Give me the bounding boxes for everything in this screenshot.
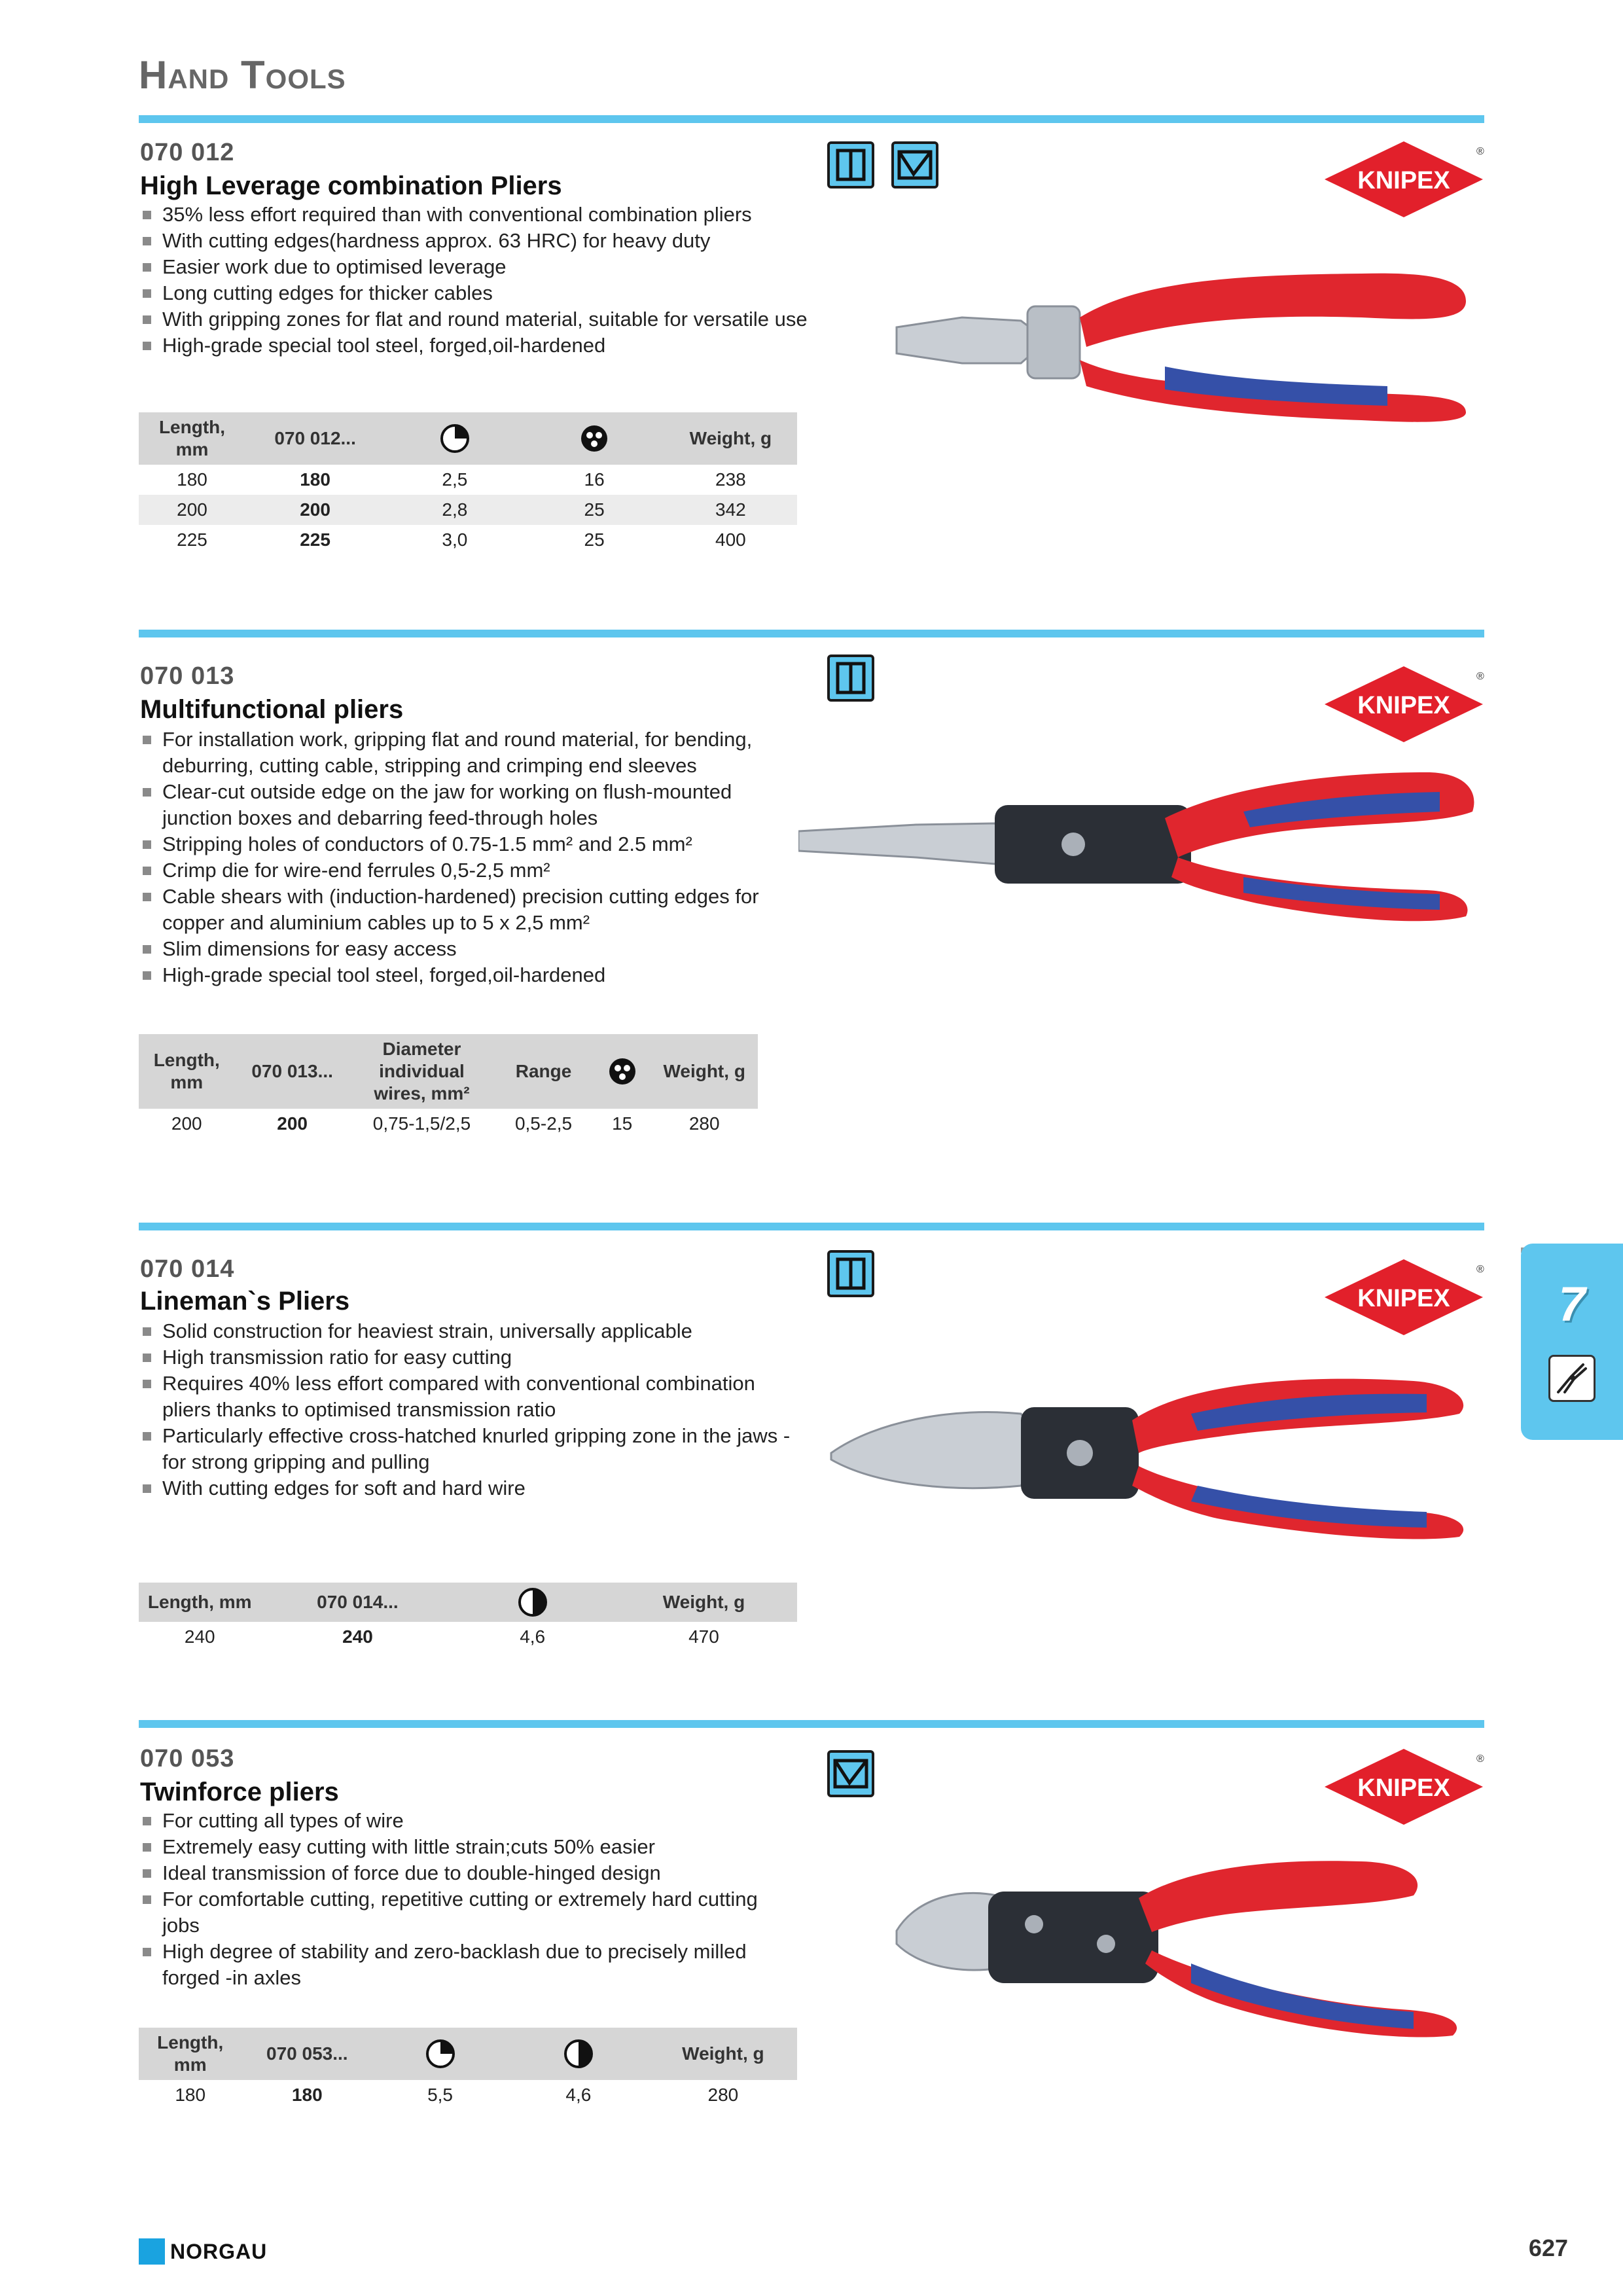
column-header — [508, 2028, 649, 2080]
feature-item: High degree of stability and zero-backlash due to precisely milled forged -in axles — [140, 1939, 794, 1991]
table-cell: 4,6 — [520, 1626, 546, 1647]
column-header: Length, mm — [139, 412, 245, 465]
spec-table — [139, 2028, 797, 2110]
knipex-logo — [1322, 1746, 1486, 1827]
section-divider — [139, 115, 1484, 123]
insulation-badge-icon — [827, 1250, 874, 1297]
feature-item: Clear-cut outside edge on the jaw for working on flush-mounted junction boxes and debarring feed-through holes — [140, 779, 801, 831]
table-cell: 225 — [300, 529, 330, 550]
column-header: Weight, g — [649, 2028, 797, 2080]
table-cell: 342 — [664, 495, 797, 525]
column-header: Weight, g — [611, 1583, 797, 1622]
linemans-pliers-image — [825, 1361, 1479, 1545]
column-header: Diameter individual wires, mm² — [350, 1034, 493, 1109]
feature-list — [140, 1318, 801, 1501]
footer-brand: NORGAU — [170, 2240, 268, 2263]
svg-text:KNIPEX: KNIPEX — [1357, 1285, 1450, 1312]
feature-item: Long cutting edges for thicker cables — [140, 280, 847, 306]
table-cell: 280 — [688, 1113, 720, 1134]
feature-item: Cable shears with (induction-hardened) precision cutting edges for copper and aluminium cables up to 5 x 2,5 mm² — [140, 884, 801, 936]
table-cell: 180 — [177, 469, 207, 490]
table-cell: 3,0 — [442, 529, 468, 550]
table-cell: 280 — [707, 2085, 739, 2105]
feature-item: Easier work due to optimised leverage — [140, 254, 847, 280]
hard-wire-icon — [579, 423, 610, 454]
spec-table — [139, 1583, 797, 1652]
section-divider — [139, 630, 1484, 637]
table-cell: 470 — [688, 1626, 719, 1647]
column-header: Range — [493, 1034, 594, 1109]
medium-wire-icon — [439, 423, 471, 454]
column-header: 070 012... — [245, 412, 385, 465]
feature-list — [140, 726, 801, 988]
product-name: Multifunctional pliers — [140, 695, 404, 724]
multifunctional-pliers-image — [798, 759, 1479, 929]
svg-text:®: ® — [1476, 146, 1484, 157]
feature-item: Stripping holes of conductors of 0.75-1.5 mm² and 2.5 mm² — [140, 831, 801, 857]
column-header — [385, 412, 524, 465]
table-cell: 200 — [139, 495, 245, 525]
feature-item: With cutting edges for soft and hard wire — [140, 1475, 801, 1501]
product-code: 070 053 — [140, 1745, 235, 1772]
column-header: 070 053... — [241, 2028, 372, 2080]
feature-item: For installation work, gripping flat and round material, for bending, deburring, cutting cable, stripping and crimping end sleeves — [140, 726, 801, 779]
table-cell: 0,5-2,5 — [514, 1113, 573, 1134]
combination-pliers-image — [890, 255, 1479, 425]
column-header: Length, mm — [139, 1583, 260, 1622]
table-cell: 16 — [584, 469, 605, 490]
feature-item: High-grade special tool steel, forged,oil-hardened — [140, 332, 847, 359]
knipex-logo — [1322, 1257, 1486, 1338]
feature-item: With cutting edges(hardness approx. 63 HRC) for heavy duty — [140, 228, 847, 254]
feature-item: With gripping zones for flat and round material, suitable for versatile use — [140, 306, 847, 332]
table-cell: 180 — [175, 2085, 206, 2105]
feature-item: High transmission ratio for easy cutting — [140, 1344, 801, 1371]
feature-item: Ideal transmission of force due to double-hinged design — [140, 1860, 794, 1886]
feature-item: For cutting all types of wire — [140, 1808, 794, 1834]
column-header: Length, mm — [139, 1034, 234, 1109]
table-cell: 15 — [612, 1113, 633, 1134]
table-cell: 240 — [342, 1626, 373, 1647]
table-row — [139, 465, 797, 495]
section-divider — [139, 1223, 1484, 1230]
twinforce-pliers-image — [890, 1846, 1479, 2042]
table-cell: 240 — [184, 1626, 215, 1647]
table-cell: 225 — [177, 529, 207, 550]
column-header — [372, 2028, 508, 2080]
chapter-tab[interactable] — [1521, 1244, 1623, 1440]
spec-table — [139, 412, 797, 555]
table-row — [139, 1109, 758, 1139]
spec-table — [139, 1034, 758, 1139]
table-cell: 180 — [300, 469, 330, 490]
feature-item: Solid construction for heaviest strain, universally applicable — [140, 1318, 801, 1344]
product-code: 070 014 — [140, 1255, 235, 1283]
section-divider — [139, 1720, 1484, 1728]
product-code: 070 012 — [140, 139, 235, 166]
norgau-logo-mark — [139, 2238, 165, 2265]
feature-item: High-grade special tool steel, forged,oil-hardened — [140, 962, 801, 988]
table-cell: 200 — [171, 1113, 202, 1134]
product-name: Lineman`s Pliers — [140, 1287, 350, 1316]
page-number: 627 — [1528, 2234, 1568, 2261]
chapter-number: 7 — [1558, 1277, 1586, 1331]
feature-list — [140, 1808, 794, 1991]
column-header: Length, mm — [139, 2028, 241, 2080]
table-row — [139, 2080, 797, 2110]
table-cell: 180 — [291, 2085, 323, 2105]
insulation-badge-icon — [827, 655, 874, 702]
table-cell: 200 — [277, 1113, 308, 1134]
half-wire-icon — [517, 1587, 548, 1618]
feature-item: 35% less effort required than with conventional combination pliers — [140, 202, 847, 228]
column-header: Weight, g — [664, 412, 797, 465]
medium-wire-icon — [425, 2038, 456, 2070]
svg-text:®: ® — [1476, 671, 1484, 682]
column-header: 070 013... — [234, 1034, 349, 1109]
svg-text:KNIPEX: KNIPEX — [1357, 167, 1450, 194]
knipex-logo — [1322, 139, 1486, 220]
table-cell: 2,5 — [442, 469, 468, 490]
svg-text:®: ® — [1476, 1264, 1484, 1275]
table-cell: 400 — [715, 529, 746, 550]
table-cell: 0,75-1,5/2,5 — [372, 1113, 471, 1134]
feature-item: Slim dimensions for easy access — [140, 936, 801, 962]
table-cell: 4,6 — [565, 2085, 592, 2105]
feature-item: Extremely easy cutting with little strain;cuts 50% easier — [140, 1834, 794, 1860]
table-row — [139, 495, 797, 525]
half-wire-icon — [563, 2038, 594, 2070]
column-header — [454, 1583, 611, 1622]
table-cell: 25 — [525, 495, 664, 525]
feature-item: Requires 40% less effort compared with conventional combination pliers thanks to optimised transmission ratio — [140, 1371, 801, 1423]
svg-text:KNIPEX: KNIPEX — [1357, 692, 1450, 719]
column-header: 070 014... — [260, 1583, 454, 1622]
feature-list — [140, 202, 847, 359]
product-name: High Leverage combination Pliers — [140, 171, 562, 200]
table-row — [139, 525, 797, 555]
pliers-icon — [1548, 1355, 1596, 1402]
feature-item: For comfortable cutting, repetitive cutting or extremely hard cutting jobs — [140, 1886, 794, 1939]
table-cell: 238 — [715, 469, 746, 490]
cutting-badge-icon — [827, 1750, 874, 1797]
svg-text:®: ® — [1476, 1753, 1484, 1765]
cutting-badge-icon — [891, 141, 938, 188]
svg-text:KNIPEX: KNIPEX — [1357, 1774, 1450, 1802]
feature-item: Particularly effective cross-hatched knurled gripping zone in the jaws - for strong gripping and pulling — [140, 1423, 801, 1475]
column-header — [525, 412, 664, 465]
page-title: Hand Tools — [139, 53, 346, 97]
column-header — [594, 1034, 651, 1109]
table-cell: 2,8 — [385, 495, 524, 525]
column-header: Weight, g — [651, 1034, 758, 1109]
table-cell: 25 — [584, 529, 605, 550]
table-cell: 5,5 — [427, 2085, 454, 2105]
product-code: 070 013 — [140, 662, 235, 690]
table-cell: 200 — [245, 495, 385, 525]
feature-item: Crimp die for wire-end ferrules 0,5-2,5 mm² — [140, 857, 801, 884]
product-name: Twinforce pliers — [140, 1778, 339, 1806]
table-row — [139, 1622, 797, 1652]
hard-wire-icon — [607, 1056, 638, 1087]
insulation-badge-icon — [827, 141, 874, 188]
knipex-logo — [1322, 664, 1486, 745]
